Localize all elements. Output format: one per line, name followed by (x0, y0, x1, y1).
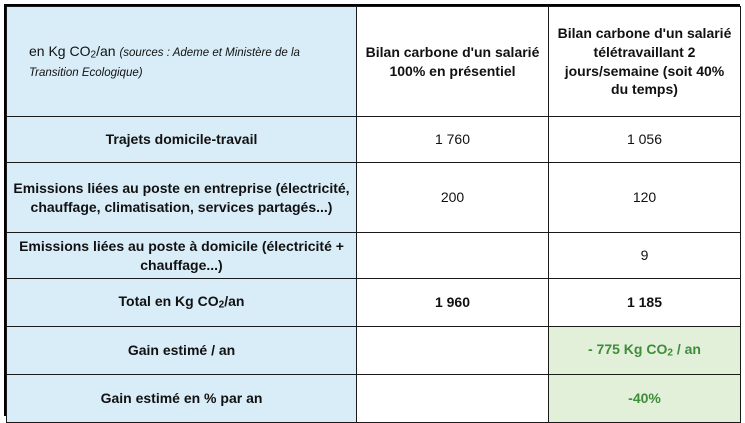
row-label-trajets: Trajets domicile-travail (7, 117, 357, 163)
cell-total-teletravail: 1 185 (549, 279, 741, 327)
column-header-presentiel: Bilan carbone d'un salarié 100% en présentiel (357, 7, 549, 117)
table-row (7, 163, 741, 233)
row-label-poste-domicile: Emissions liées au poste à domicile (électricité + chauffage...) (7, 233, 357, 279)
cell-domicile-presentiel (357, 233, 549, 279)
cell-trajets-teletravail: 1 056 (549, 117, 741, 163)
cell-total-presentiel: 1 960 (357, 279, 549, 327)
cell-entreprise-presentiel: 200 (357, 163, 549, 233)
table-header-row (7, 7, 741, 117)
cell-gain-percent-teletravail: -40% (549, 375, 741, 423)
unit-label: en Kg CO2/an (29, 42, 116, 61)
row-label-poste-entreprise: Emissions liées au poste en entreprise (électricité, chauffage, climatisation, services partagés...) (7, 163, 357, 233)
row-label-total: Total en Kg CO2/an (7, 279, 357, 327)
column-header-teletravail: Bilan carbone d'un salarié télétravaillant 2 jours/semaine (soit 40% du temps) (549, 7, 741, 117)
table-row (7, 233, 741, 279)
table-corner-cell (7, 7, 357, 117)
cell-domicile-teletravail: 9 (549, 233, 741, 279)
table-row-gain-percent (7, 375, 741, 423)
carbon-table-frame (4, 4, 740, 416)
cell-trajets-presentiel: 1 760 (357, 117, 549, 163)
cell-gain-percent-presentiel (357, 375, 549, 423)
row-label-gain-percent: Gain estimé en % par an (7, 375, 357, 423)
cell-gain-year-teletravail: - 775 Kg CO2 / an (549, 327, 741, 375)
row-label-gain-year: Gain estimé / an (7, 327, 357, 375)
table-row-gain-year (7, 327, 741, 375)
table-row (7, 117, 741, 163)
table-row-total (7, 279, 741, 327)
carbon-comparison-table (6, 6, 741, 423)
source-note: (sources : Ademe et Ministère de la Transition Ecologique) (29, 46, 300, 79)
cell-gain-year-presentiel (357, 327, 549, 375)
cell-entreprise-teletravail: 120 (549, 163, 741, 233)
